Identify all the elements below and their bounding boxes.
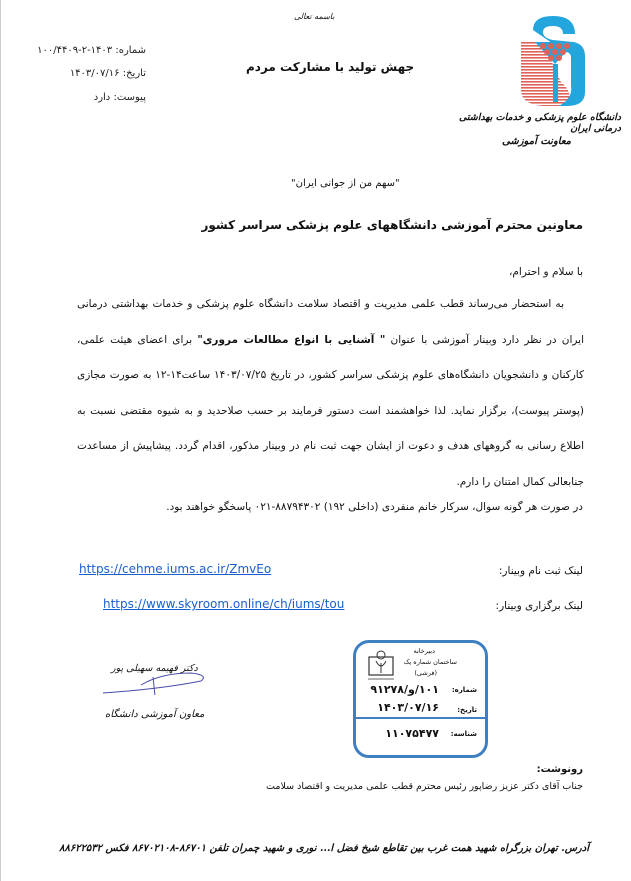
- host-link-label: لینک برگزاری وبینار:: [495, 600, 583, 612]
- body-text: به استحضار می‌رساند قطب علمی مدیریت و اقتصاد سلامت دانشگاه علوم پزشکی و خدمات بهداشتی: [111, 298, 564, 310]
- contact-line: در صورت هر گونه سوال، سرکار خانم منفردی (داخلی ۱۹۲) ۸۸۷۹۴۳۰۲-۰۲۱ پاسخگو خواهند بود.: [166, 501, 583, 513]
- body-text: علمی، کارکنان و دانشجویان دانشگاه‌های علوم پزشکی سراسر کشور، در تاریخ ۱۴۰۳/۰۷/۲۵ ساعت۱۴-۱۲: [77, 333, 585, 381]
- stamp-divider: [356, 717, 485, 719]
- body-text: به صورت مجازی (پوستر پیوست)، برگزار نماید. لذا خواهشمند است دستور فرمایند بر حسب صلاحدید و به: [77, 369, 585, 417]
- signature-title: معاون آموزشی دانشگاه: [105, 709, 205, 720]
- date-label: تاریخ:: [122, 68, 146, 79]
- attachment-label: پیوست:: [113, 92, 146, 103]
- stamp-number-value: ۱۰۱/و/۹۱۲۷۸: [370, 683, 439, 696]
- quote: "سهم من از جوانی ایران": [291, 178, 400, 189]
- register-link[interactable]: https://cehme.iums.ac.ir/ZmvEo: [79, 562, 272, 576]
- bismillah: باسمه تعالی: [294, 12, 335, 21]
- slogan: جهش تولید با مشارکت مردم: [246, 60, 415, 74]
- host-link[interactable]: https://www.skyroom.online/ch/iums/tou: [103, 597, 345, 611]
- recipient: معاونین محترم آموزشی دانشگاههای علوم پزشکی سراسر کشور: [201, 218, 583, 232]
- cc-label: رونوشت:: [536, 764, 583, 775]
- org-name: دانشگاه علوم پزشکی و خدمات بهداشتی درمانی ایران: [458, 112, 621, 134]
- stamp-date-label: تاریخ:: [457, 706, 477, 714]
- stamp-id-label: شناسه:: [450, 730, 477, 738]
- stamp-number-label: شماره:: [451, 686, 477, 694]
- body-text: شیوه مقتضی نسبت به اطلاع رسانی به گروههای هدف و دعوت از ایشان جهت ثبت نام در وبینار مذکور،: [77, 404, 584, 452]
- body-text: اقدام گردد. پیشاپیش از مساعدت جنابعالی کمال امتنان را دارم.: [77, 440, 584, 488]
- cc-line: جناب آقای دکتر عزیز رضاپور رئیس محترم قطب علمی مدیریت و اقتصاد سلامت: [266, 781, 583, 792]
- org-department: معاونت آموزشی: [502, 136, 571, 147]
- stamp-line2: ساختمان شماره یک: [403, 658, 457, 666]
- date-value: ۱۴۰۳/۰۷/۱۶: [69, 68, 120, 79]
- letter-number: [37, 45, 146, 56]
- attachment-value: دارد: [93, 92, 111, 103]
- register-link-label: لینک ثبت نام وبینار:: [498, 565, 583, 577]
- webinar-title: " آشنایی با انواع مطالعات مروری": [197, 333, 386, 346]
- number-value: ۱۴۰۳-۲-۱۰۰/۴۴۰۹: [37, 45, 113, 56]
- signature-name: دکتر فهیمه سهیلی پور: [111, 663, 198, 674]
- stamp-id-value: ۱۱۰۷۵۴۷۷: [385, 727, 439, 740]
- body-text: درمانی ایران در نظر دارد وبینار آموزشی با عنوان: [77, 298, 585, 346]
- university-logo: [513, 12, 597, 108]
- number-label: شماره:: [115, 45, 146, 56]
- footer-address: آدرس. تهران بزرگراه شهید همت غرب بین تقاطع شیخ فضل ا... نوری و شهید چمران تلفن ۸۶۷۰۱-۸۶۷۰۲۱۰۸ فکس ۸۸۶۲۲۵۳۲: [59, 843, 589, 854]
- greeting: با سلام و احترام،: [509, 266, 583, 278]
- body-text: برای اعضای هیئت: [110, 333, 193, 346]
- letter-date: [70, 68, 146, 79]
- letter-attachment: [94, 92, 146, 103]
- body-paragraph: [77, 287, 584, 500]
- stamp-line1: دبیرخانه: [413, 647, 435, 655]
- stamp-date-value: ۱۴۰۳/۰۷/۱۶: [377, 701, 439, 714]
- emblem-icon: [366, 649, 396, 681]
- stamp-line3: (فرشی): [414, 669, 437, 677]
- registry-stamp: [353, 640, 488, 758]
